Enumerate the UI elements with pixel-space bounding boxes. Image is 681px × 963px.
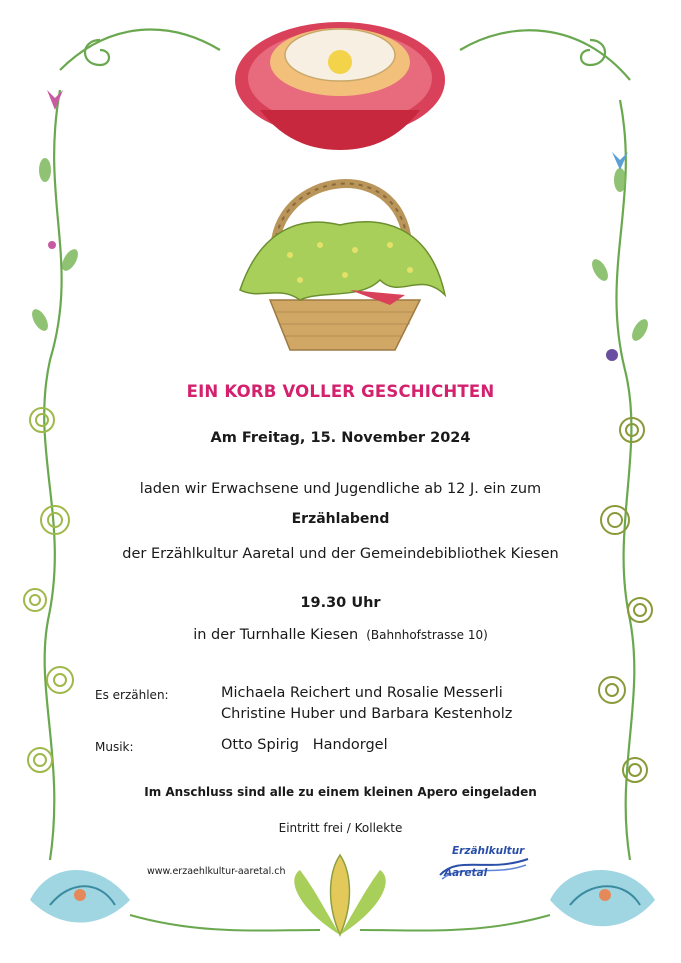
venue-address: (Bahnhofstrasse 10) (366, 628, 488, 642)
logo-text-line2: Aaretal (444, 867, 488, 879)
logo-text-line1: Erzählkultur (452, 845, 525, 857)
entry-line: Eintritt frei / Kollekte (278, 821, 403, 835)
venue-name: in der Turnhalle Kiesen (193, 627, 359, 643)
erzaehlkultur-logo (438, 845, 530, 883)
closing-line: Im Anschluss sind alle zu einem kleinen Apero eingeladen (144, 785, 537, 799)
basket-illustration-icon (240, 184, 445, 350)
music-value: Otto Spirig Handorgel (221, 737, 388, 753)
invite-line: laden wir Erwachsene und Jugendliche ab 12 J. ein zum (139, 481, 542, 497)
event-time: 19.30 Uhr (300, 595, 381, 611)
hosts-line: der Erzählkultur Aaretal und der Gemeindebibliothek Kiesen (122, 546, 559, 562)
venue-line (0, 627, 681, 643)
flyer-title: EIN KORB VOLLER GESCHICHTEN (186, 382, 495, 401)
storytellers-line-2: Christine Huber und Barbara Kestenholz (221, 706, 513, 722)
event-date: Am Freitag, 15. November 2024 (210, 430, 471, 446)
red-flower-icon (235, 22, 445, 150)
storytellers-line-1: Michaela Reichert und Rosalie Messerli (221, 685, 503, 701)
storytellers-label: Es erzählen: (95, 688, 169, 702)
music-label: Musik: (95, 740, 134, 754)
website-link[interactable]: www.erzaehlkultur-aaretal.ch (147, 866, 286, 877)
event-name: Erzählabend (291, 511, 390, 527)
